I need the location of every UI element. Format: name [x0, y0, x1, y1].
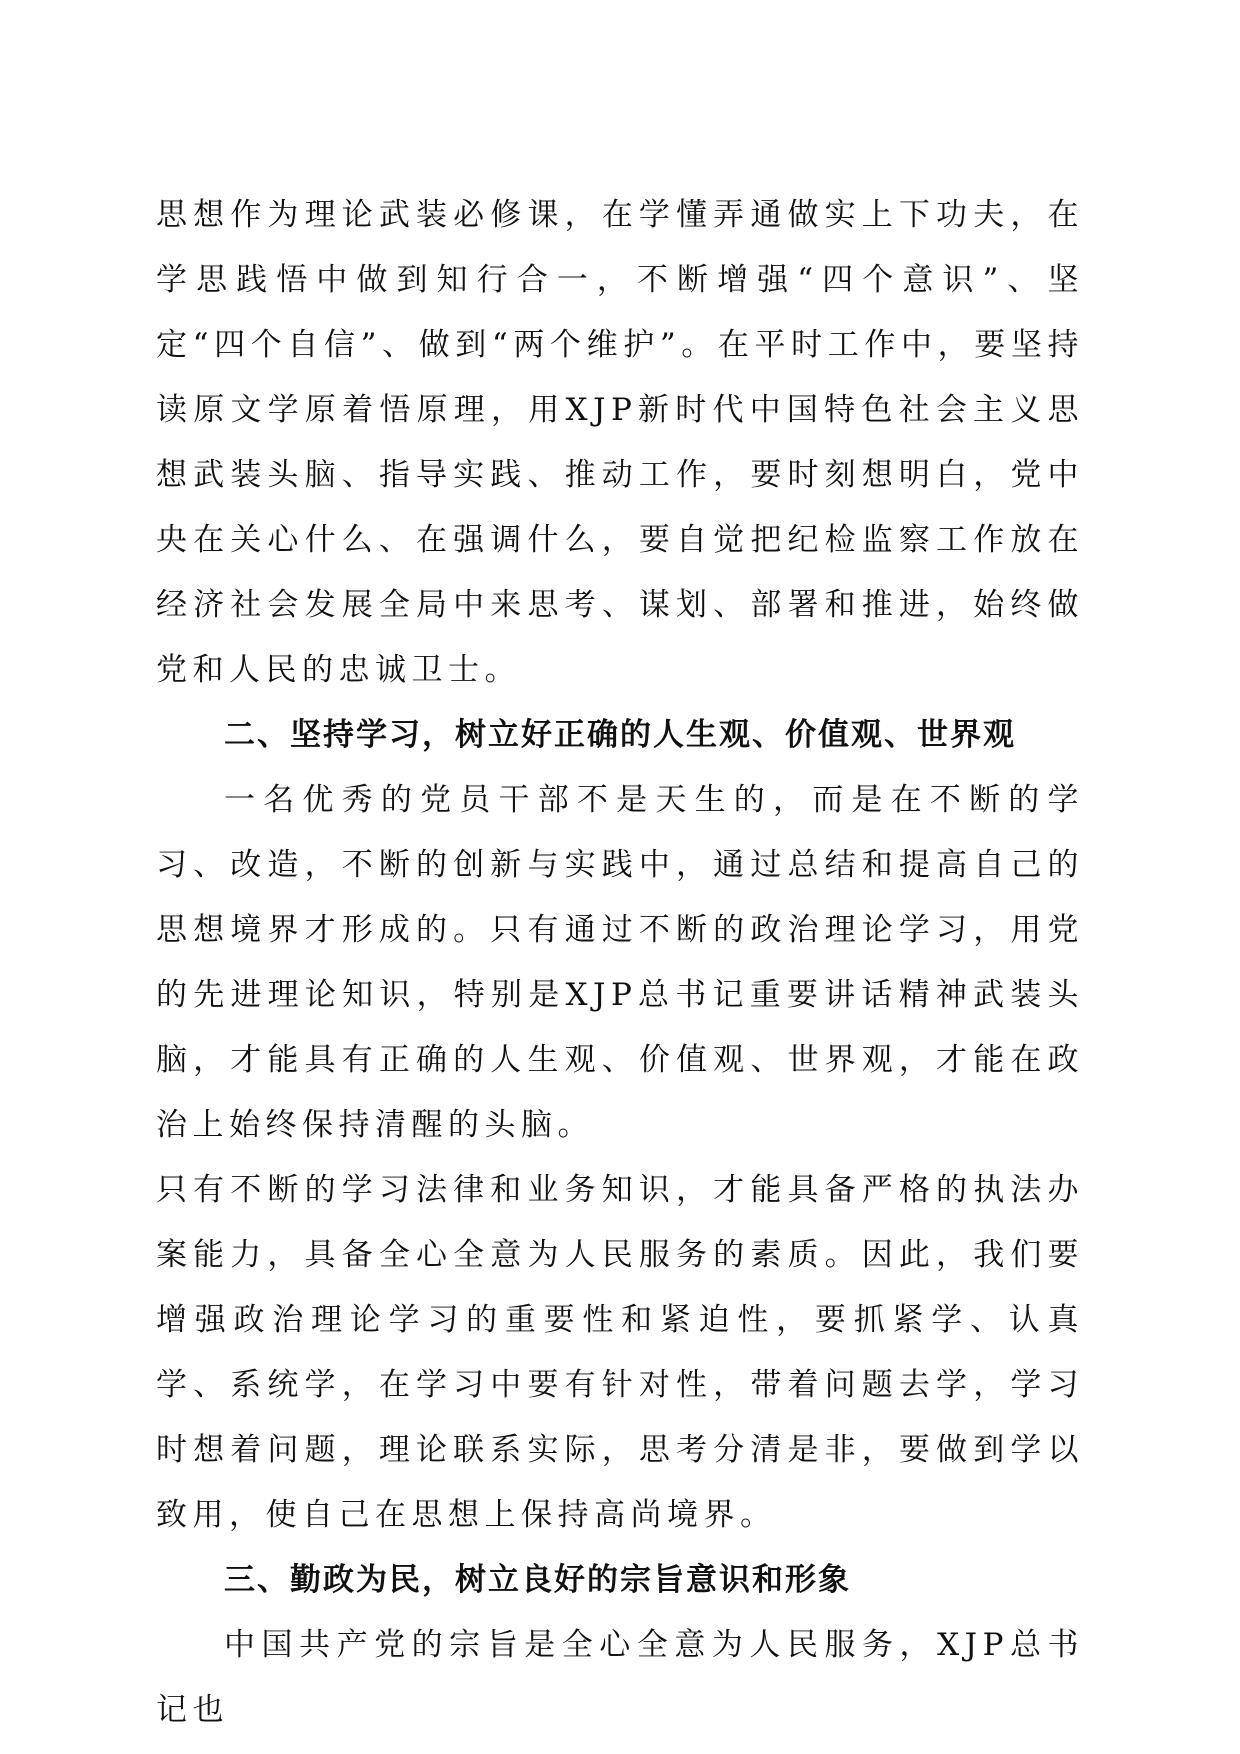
- paragraph-section-2-cont: 只有不断的学习法律和业务知识，才能具备严格的执法办案能力，具备全心全意为人民服务的素质。因此，我们要增强政治理论学习的重要性和紧迫性，要抓紧学、认真学、系统学，在学习中要有针对性，带着问题去学，学习时想着问题，理论联系实际，思考分清是非，要做到学以致用，使自己在思想上保持高尚境界。: [156, 1172, 1084, 1533]
- section-heading-2: 二、坚持学习，树立好正确的人生观、价值观、世界观: [224, 717, 1016, 753]
- paragraph-continuation: 思想作为理论武装必修课，在学懂弄通做实上下功夫，在学思践悟中做到知行合一，不断增强“四个意识”、坚定“四个自信”、做到“两个维护”。在平时工作中，要坚持读原文学原着悟原理，用XJP新时代中国特色社会主义思想武装头脑、指导实践、推动工作，要时刻想明白，党中央在关心什么、在强调什么，要自觉把纪检监察工作放在经济社会发展全局中来思考、谋划、部署和推进，始终做党和人民的忠诚卫士。: [156, 197, 1084, 688]
- section-heading-3: 三、勤政为民，树立良好的宗旨意识和形象: [224, 1562, 851, 1598]
- paragraph-section-3: 中国共产党的宗旨是全心全意为人民服务，XJP总书记也: [156, 1627, 1084, 1728]
- document-page: [156, 183, 1084, 1743]
- paragraph-section-2: 一名优秀的党员干部不是天生的，而是在不断的学习、改造，不断的创新与实践中，通过总结和提高自己的思想境界才形成的。只有通过不断的政治理论学习，用党的先进理论知识，特别是XJP总书记重要讲话精神武装头脑，才能具有正确的人生观、价值观、世界观，才能在政治上始终保持清醒的头脑。: [156, 782, 1084, 1143]
